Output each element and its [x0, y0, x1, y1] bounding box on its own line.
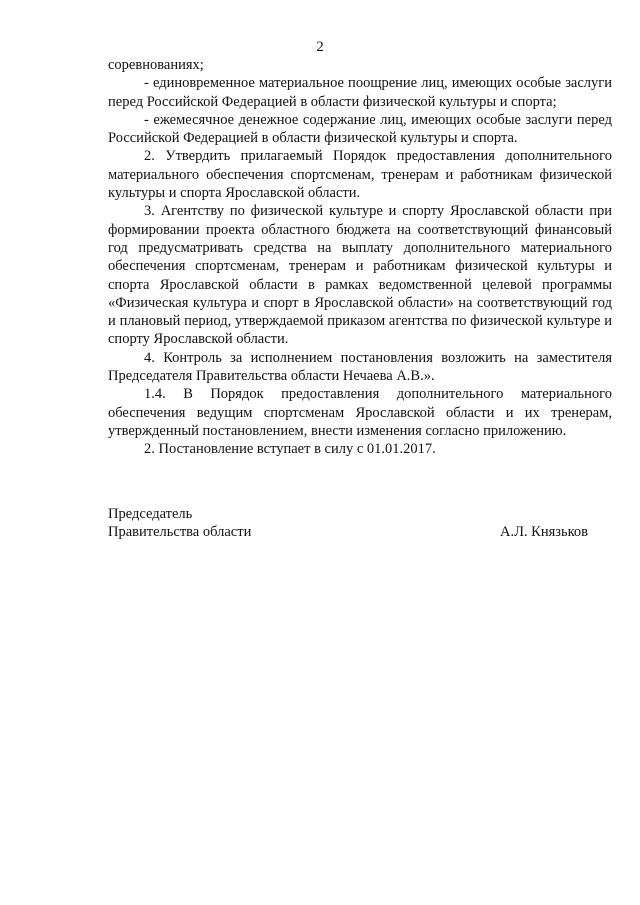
- paragraph-bullet-monthly-allowance: - ежемесячное денежное содержание лиц, имеющих особые заслуги перед Российской Федерацией в области физической культуры и спорта.: [108, 111, 612, 147]
- paragraph-item-1-4: 1.4. В Порядок предоставления дополнительного материального обеспечения ведущим спортсменам Ярославской области и их тренерам, утвержденный постановлением, внести изменения согласно приложению.: [108, 386, 612, 439]
- signatory-title-line1: Председатель: [108, 506, 193, 522]
- signatory-name: А.Л. Князьков: [499, 524, 588, 541]
- signatory-title-line2: Правительства области: [108, 524, 252, 541]
- signature-row: [108, 523, 588, 541]
- paragraph-bullet-one-time-reward: - единовременное материальное поощрение лиц, имеющих особые заслуги перед Российской Федерацией в области физической культуры и спорта;: [108, 75, 612, 110]
- document-body: [108, 56, 612, 459]
- paragraph-item-3: 3. Агентству по физической культуре и спорту Ярославской области при формировании проекта областного бюджета на соответствующий финансовый год предусматривать средства на выплату дополнительного материального обеспечения спортсменам, тренерам и работникам физической культуры и спорта Ярославской области в рамках ведомственной целевой программы «Физическая культура и спорт в Ярославской области» на соответствующий год и плановый период, утверждаемой приказом агентства по физической культуре и спорту Ярославской области.: [108, 203, 612, 348]
- page-number: 2: [316, 39, 324, 55]
- paragraph-item-2: 2. Утвердить прилагаемый Порядок предоставления дополнительного материального обеспечения спортсменам, тренерам и работникам физической культуры и спорта Ярославской области.: [108, 148, 612, 202]
- paragraph-item-4: 4. Контроль за исполнением постановления возложить на заместителя Председателя Правительства области Нечаева А.В.».: [108, 349, 612, 385]
- paragraph-continuation: соревнованиях;: [108, 57, 204, 73]
- signature-block: [108, 505, 588, 542]
- paragraph-effective-date: 2. Постановление вступает в силу с 01.01.2017.: [144, 441, 436, 458]
